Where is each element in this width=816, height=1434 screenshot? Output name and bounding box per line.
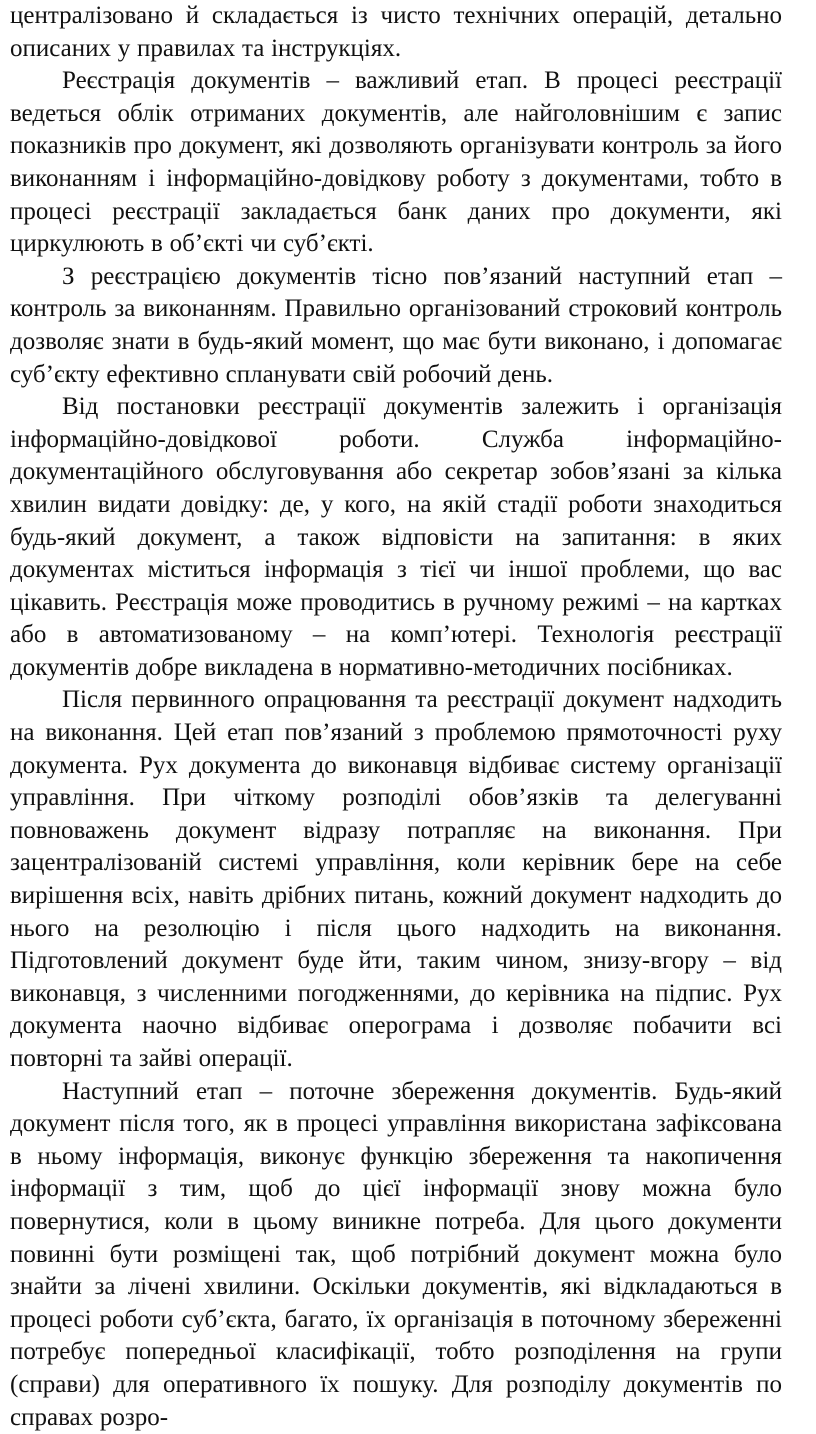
paragraph-document-flow: Після первинного опрацювання та реєстрації документ надходить на виконання. Цей етап пов’язаний з проблемою прямоточності руху документа. Рух документа до виконавця відбиває систему організації управління. При чіткому розподілі обов’язків та делегуванні повноважень документ відразу потрапляє на виконання. При зацентралізованій системі управління, коли керівник бере на себе вирішення всіх, навіть дрібних питань, кожний документ надходить до нього на резолюцію і після цього надходить на виконання. Підготовлений документ буде йти, таким чином, знизу-вгору – від виконавця, з численними погодженнями, до керівника на підпис. Рух документа наочно відбиває оперограма і дозволяє побачити всі повторні та зайві операції.: [10, 686, 782, 1072]
paragraph-registration: Реєстрація документів – важливий етап. В процесі реєстрації ведеться облік отриманих документів, але найголовнішим є запис показників про документ, які дозволяють організувати контроль за його виконанням і інформаційно-довідкову роботу з документами, тобто в процесі реєстрації закладається банк даних про документи, які циркулюють в об’єкті чи суб’єкті.: [10, 67, 782, 258]
paragraph-reference-work: Від постановки реєстрації документів залежить і організація інформаційно-довідкової роботи. Служба інформаційно-документаційного обслуговування або секретар зобов’язані за кілька хвилин видати довідку: де, у кого, на якій стадії роботи знаходиться будь-який документ, а також відповісти на запитання: в яких документах міститься інформація з тієї чи іншої проблеми, що вас цікавить. Реєстрація може проводитись в ручному режимі – на картках або в автоматизованому – на комп’ютері. Технологія реєстрації документів добре викладена в нормативно-методичних посібниках.: [10, 393, 782, 681]
paragraph-continuation: централізовано й складається із чисто технічних операцій, детально описаних у правилах та інструкціях.: [10, 2, 782, 62]
paragraph-current-storage: Наступний етап – поточне збереження документів. Будь-який документ після того, як в процесі управління використана зафіксована в ньому інформація, виконує функцію збереження та накопичення інформації з тим, щоб до цієї інформації знову можна було повернутися, коли в цьому виникне потреба. Для цього документи повинні бути розміщені так, щоб потрібний документ можна було знайти за лічені хвилини. Оскільки документів, які відкладаються в процесі роботи суб’єкта, багато, їх організація в поточному збереженні потребує попередньої класифікації, тобто розподілення на групи (справи) для оперативного їх пошуку. Для розподілу документів по справах розро-: [10, 1077, 782, 1431]
document-page: [10, 0, 782, 1434]
paragraph-execution-control: З реєстрацією документів тісно пов’язаний наступний етап – контроль за виконанням. Правильно організований строковий контроль дозволяє знати в будь-який момент, що має бути виконано, і допомагає суб’єкту ефективно спланувати свій робочий день.: [10, 262, 782, 388]
